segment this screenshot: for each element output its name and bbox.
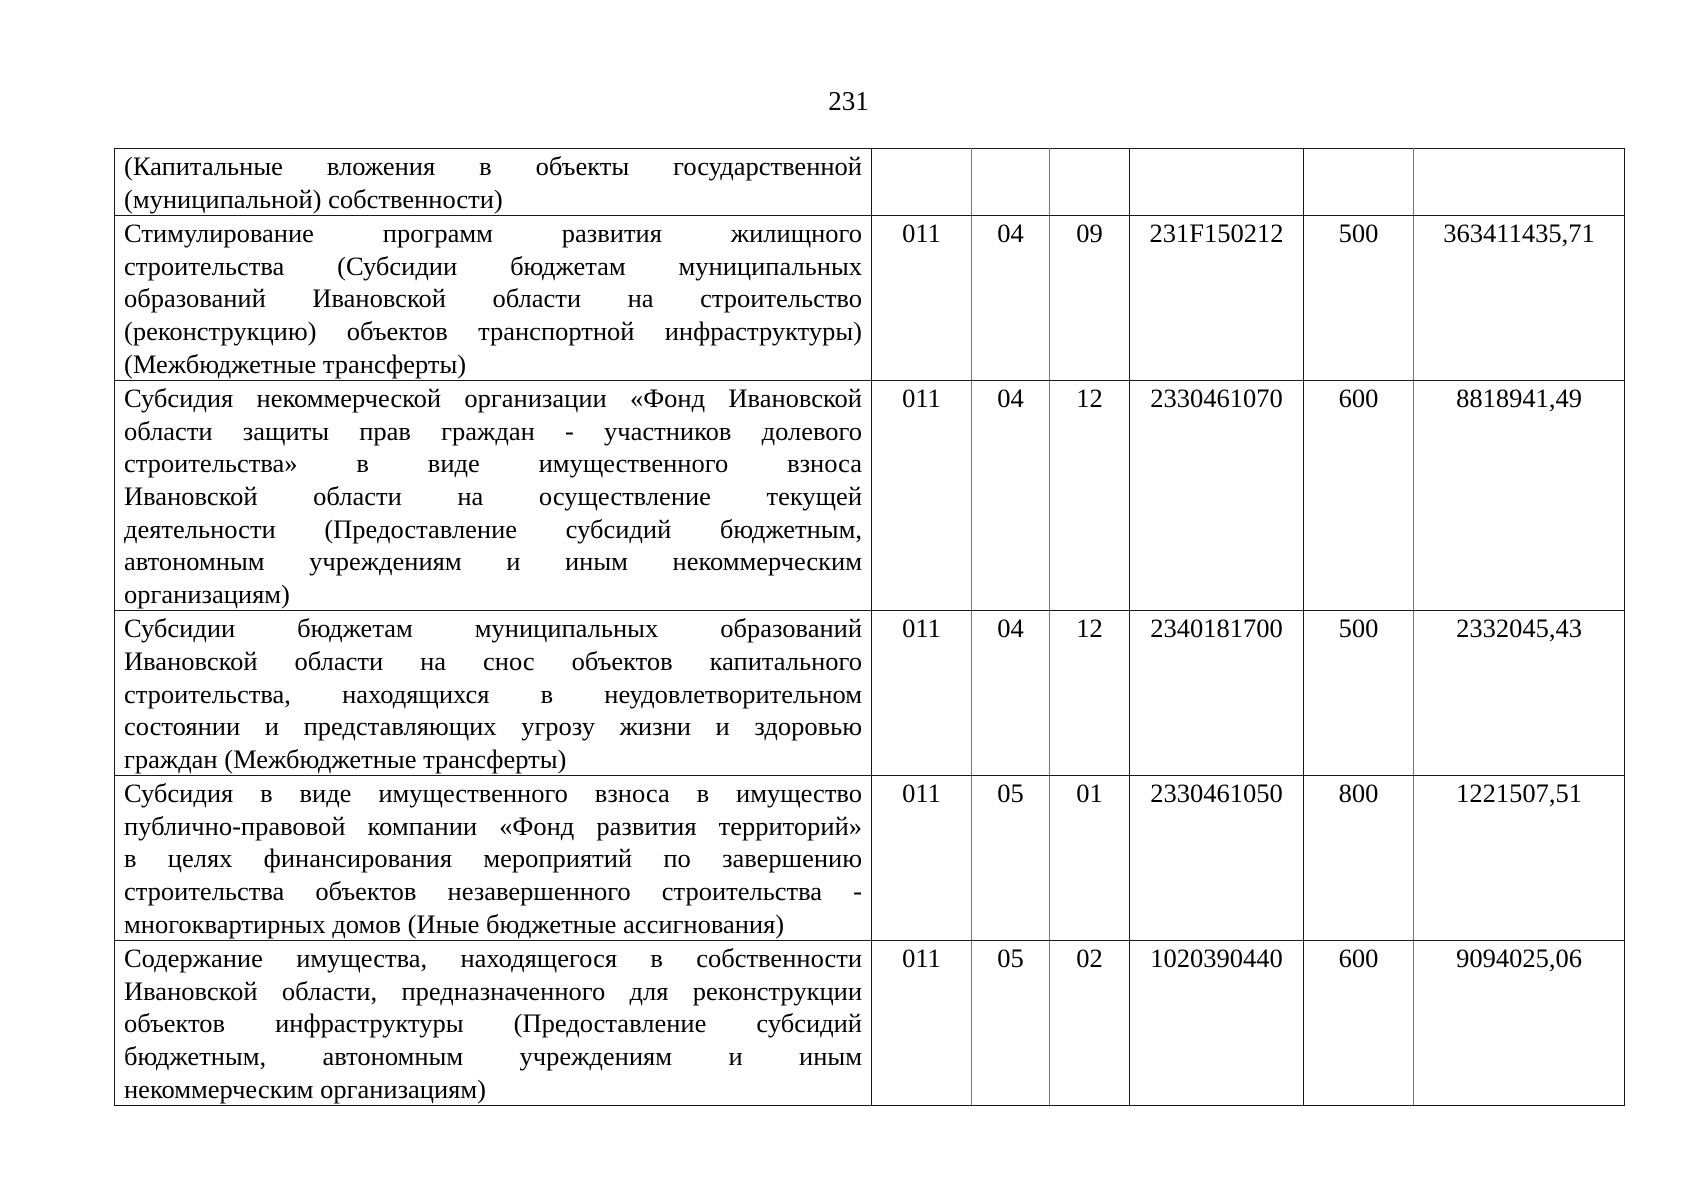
subsection-cell: 12 — [1050, 611, 1130, 776]
description-line: многоквартирных домов (Иные бюджетные ассигнования) — [124, 908, 785, 939]
description-line: (муниципальной) собственности) — [124, 183, 503, 214]
description-line: (Межбюджетные трансферты) — [124, 348, 467, 379]
expense-type-cell: 600 — [1304, 381, 1414, 611]
grbs-code-cell: 011 — [872, 381, 972, 611]
row-description — [115, 149, 872, 216]
description-line: строительства (Субсидии бюджетам муниципальных — [124, 250, 862, 281]
description-line: Стимулирование программ развития жилищного — [124, 218, 862, 249]
description-line: образований Ивановской области на строительство — [124, 283, 862, 314]
subsection-cell: 12 — [1050, 381, 1130, 611]
row-description — [115, 611, 872, 776]
expense-type-cell: 800 — [1304, 776, 1414, 941]
budget-allocation-table — [114, 148, 1625, 1106]
expense-type-cell: 600 — [1304, 941, 1414, 1106]
description-line: Субсидии бюджетам муниципальных образований — [124, 613, 862, 644]
description-line: состоянии и представляющих угрозу жизни и здоровью — [124, 711, 862, 742]
table-row — [115, 776, 1625, 941]
description-line: деятельности (Предоставление субсидий бюджетным, — [124, 513, 862, 544]
section-cell: 04 — [972, 611, 1050, 776]
description-line: строительства объектов незавершенного строительства - — [124, 876, 862, 907]
description-line: области защиты прав граждан - участников долевого — [124, 415, 862, 446]
row-description — [115, 941, 872, 1106]
target-item-cell: 1020390440 — [1130, 941, 1304, 1106]
expense-type-cell — [1304, 149, 1414, 216]
grbs-code-cell — [872, 149, 972, 216]
section-cell — [972, 149, 1050, 216]
description-line: (реконструкцию) объектов транспортной инфраструктуры) — [124, 315, 862, 346]
target-item-cell — [1130, 149, 1304, 216]
target-item-cell: 2340181700 — [1130, 611, 1304, 776]
description-line: Содержание имущества, находящегося в собственности — [124, 943, 862, 974]
row-description — [115, 381, 872, 611]
amount-cell: 2332045,43 — [1414, 611, 1625, 776]
page-number: 231 — [828, 86, 869, 116]
subsection-cell: 01 — [1050, 776, 1130, 941]
amount-cell: 8818941,49 — [1414, 381, 1625, 611]
table-row — [115, 381, 1625, 611]
description-line: граждан (Межбюджетные трансферты) — [124, 743, 567, 774]
description-line: Субсидия некоммерческой организации «Фонд Ивановской — [124, 383, 862, 414]
amount-cell: 1221507,51 — [1414, 776, 1625, 941]
table-row — [115, 149, 1625, 216]
description-line: Ивановской области на осуществление текущей — [124, 480, 862, 511]
section-cell: 04 — [972, 216, 1050, 381]
expense-type-cell: 500 — [1304, 611, 1414, 776]
description-line: публично-правовой компании «Фонд развития территорий» — [124, 810, 862, 841]
description-line: автономным учреждениям и иным некоммерческим — [124, 546, 862, 577]
description-line: Ивановской области на снос объектов капитального — [124, 645, 862, 676]
description-line: организациям) — [124, 578, 290, 609]
table-row — [115, 611, 1625, 776]
section-cell: 05 — [972, 941, 1050, 1106]
subsection-cell: 09 — [1050, 216, 1130, 381]
section-cell: 04 — [972, 381, 1050, 611]
row-description — [115, 776, 872, 941]
description-line: некоммерческим организациям) — [124, 1073, 486, 1104]
description-line: Ивановской области, предназначенного для реконструкции — [124, 975, 862, 1006]
description-line: объектов инфраструктуры (Предоставление субсидий — [124, 1008, 862, 1039]
grbs-code-cell: 011 — [872, 611, 972, 776]
subsection-cell: 02 — [1050, 941, 1130, 1106]
description-line: бюджетным, автономным учреждениям и иным — [124, 1041, 862, 1072]
target-item-cell: 2330461070 — [1130, 381, 1304, 611]
grbs-code-cell: 011 — [872, 216, 972, 381]
description-line: (Капитальные вложения в объекты государственной — [124, 151, 862, 181]
description-line: Субсидия в виде имущественного взноса в имущество — [124, 778, 862, 809]
grbs-code-cell: 011 — [872, 941, 972, 1106]
amount-cell: 9094025,06 — [1414, 941, 1625, 1106]
amount-cell — [1414, 149, 1625, 216]
row-description — [115, 216, 872, 381]
description-line: в целях финансирования мероприятий по завершению — [124, 843, 862, 874]
amount-cell: 363411435,71 — [1414, 216, 1625, 381]
section-cell: 05 — [972, 776, 1050, 941]
subsection-cell — [1050, 149, 1130, 216]
grbs-code-cell: 011 — [872, 776, 972, 941]
description-line: строительства» в виде имущественного взноса — [124, 448, 862, 479]
table-row — [115, 941, 1625, 1106]
description-line: строительства, находящихся в неудовлетворительном — [124, 678, 862, 709]
expense-type-cell: 500 — [1304, 216, 1414, 381]
table-row — [115, 216, 1625, 381]
target-item-cell: 2330461050 — [1130, 776, 1304, 941]
target-item-cell: 231F150212 — [1130, 216, 1304, 381]
